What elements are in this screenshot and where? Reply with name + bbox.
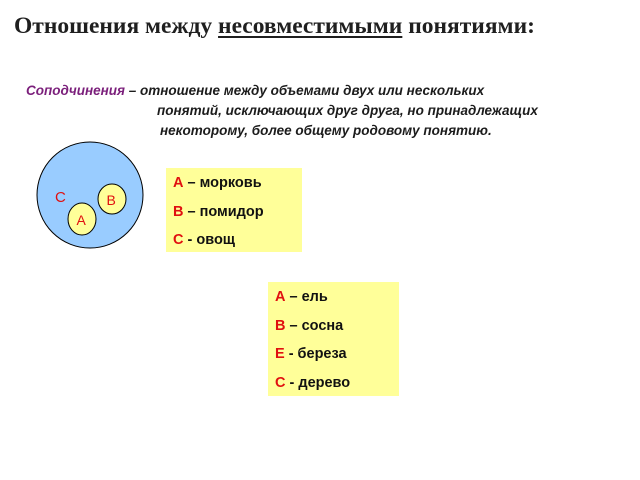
example-text: - овощ xyxy=(183,232,236,248)
example-letter: А xyxy=(173,175,184,191)
example-row xyxy=(275,346,347,362)
title-underlined-word: несовместимыми xyxy=(218,13,403,39)
inner-circle-b-label: В xyxy=(106,192,116,208)
example-text: - береза xyxy=(284,346,347,362)
definition-line-2: понятий, исключающих друг друга, но принадлежащих xyxy=(157,103,538,118)
example-row xyxy=(173,204,264,220)
inner-circle-a-label: А xyxy=(76,212,86,228)
example-row xyxy=(275,289,328,305)
example-letter: С xyxy=(275,375,286,391)
example-row xyxy=(275,318,343,334)
definition-term: Соподчинения xyxy=(26,83,125,98)
outer-circle-label: С xyxy=(55,189,66,206)
example-text: – морковь xyxy=(183,175,262,191)
example-text: - дерево xyxy=(285,375,351,391)
example-box-trees xyxy=(268,282,399,396)
example-letter: С xyxy=(173,232,184,248)
example-letter: В xyxy=(173,204,184,220)
title-part-2: понятиями: xyxy=(402,13,535,39)
example-letter: Е xyxy=(275,346,285,362)
example-letter: В xyxy=(275,318,286,334)
example-box-vegetables xyxy=(166,168,302,252)
example-text: – помидор xyxy=(183,204,264,220)
example-letter: А xyxy=(275,289,286,305)
example-row xyxy=(173,232,235,248)
example-row xyxy=(173,175,262,191)
example-text: – ель xyxy=(285,289,328,305)
definition-line-1-rest: – отношение между объемами двух или нескольких xyxy=(124,83,485,98)
example-text: – сосна xyxy=(285,318,344,334)
example-row xyxy=(275,375,350,391)
definition-line-3: некоторому, более общему родовому понятию. xyxy=(160,123,492,138)
title-part-1: Отношения между xyxy=(14,13,219,39)
